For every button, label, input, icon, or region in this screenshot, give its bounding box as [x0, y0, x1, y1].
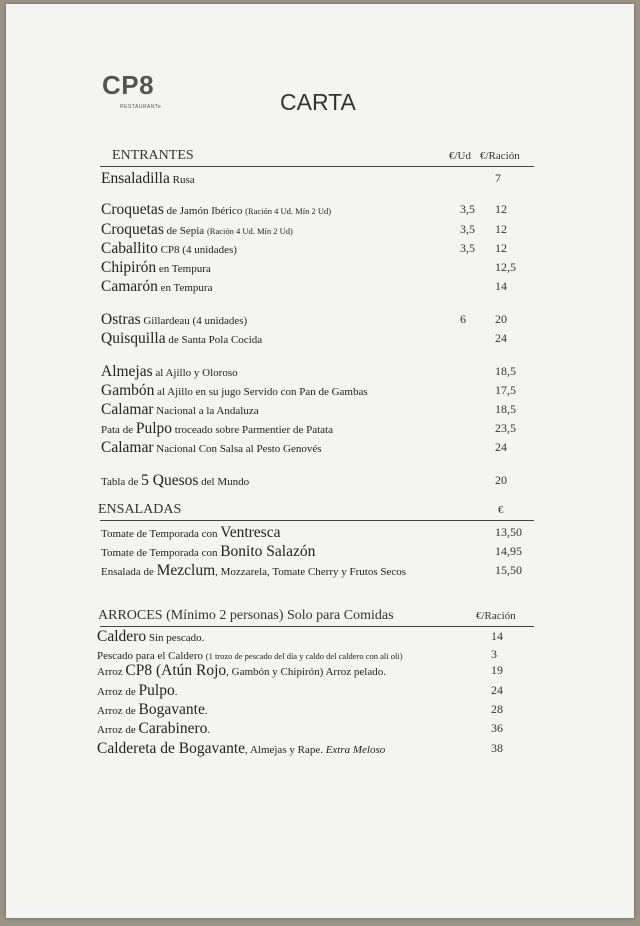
item-text: Gambón: [101, 382, 155, 399]
item-description: [101, 401, 259, 419]
item-description: [101, 221, 293, 239]
item-text: al Ajillo y Oloroso: [152, 367, 238, 379]
menu-item: [101, 259, 521, 277]
menu-item: [101, 330, 521, 348]
item-description: [101, 363, 238, 381]
item-text: Tabla de: [101, 476, 142, 488]
item-text: de Jamón Ibérico: [163, 205, 246, 217]
item-price: 12: [495, 202, 507, 216]
item-text: Mezclum: [156, 562, 216, 579]
item-text: , Gambón y Chipirón) Arroz pelado.: [226, 666, 386, 678]
item-unit-price: 3,5: [460, 222, 475, 236]
item-description: [97, 701, 208, 719]
item-text: Tomate de Temporada con: [101, 547, 221, 559]
item-description: [101, 170, 195, 188]
page-title: CARTA: [280, 89, 356, 115]
item-price: 14: [491, 629, 503, 643]
item-text: Ensaladilla: [101, 170, 170, 187]
item-text: en Tempura: [157, 282, 213, 294]
item-description: [101, 201, 331, 219]
item-text: .: [207, 724, 211, 736]
item-text: troceado sobre Parmentier de Patata: [172, 424, 333, 436]
column-header-portion: €/Ración: [476, 610, 516, 622]
item-price: 13,50: [495, 525, 522, 539]
menu-item: [97, 701, 517, 719]
item-text: Rusa: [169, 174, 195, 186]
item-text: Nacional Con Salsa al Pesto Genovés: [153, 443, 322, 455]
item-unit-price: 3,5: [460, 241, 475, 255]
item-text: (1 trozo de pescado del día y caldo del caldero con ali oli): [205, 651, 403, 661]
item-price: 24: [495, 331, 507, 345]
item-text: Calamar: [101, 439, 154, 456]
item-text: Arroz de: [97, 724, 139, 736]
section-title: ENSALADAS: [98, 502, 182, 517]
menu-item: [97, 740, 517, 758]
item-text: Gillardeau (4 unidades): [140, 315, 248, 327]
menu-item: [101, 221, 521, 239]
section-title: ENTRANTES: [112, 148, 194, 163]
item-text: .: [174, 686, 178, 698]
item-text: Pescado para el Caldero: [97, 650, 206, 662]
column-header-price: €: [498, 504, 504, 516]
item-price: 24: [495, 440, 507, 454]
item-text: Croquetas: [101, 201, 164, 218]
item-description: [101, 439, 322, 457]
item-description: [101, 311, 247, 329]
item-text: Chipirón: [101, 259, 157, 276]
item-text: Sin pescado.: [146, 632, 205, 644]
item-text: 5 Quesos: [141, 472, 199, 489]
item-price: 28: [491, 702, 503, 716]
item-description: [97, 682, 177, 700]
item-text: Tomate de Temporada con: [101, 528, 221, 540]
item-price: 20: [495, 473, 507, 487]
menu-item: [101, 439, 521, 457]
item-description: [97, 720, 210, 738]
item-price: 17,5: [495, 383, 516, 397]
item-price: 20: [495, 312, 507, 326]
item-description: [97, 628, 204, 646]
item-price: 23,5: [495, 421, 516, 435]
item-text: Quisquilla: [101, 330, 166, 347]
item-text: Ostras: [101, 311, 141, 328]
menu-item: [97, 682, 517, 700]
menu-item: [101, 382, 521, 400]
item-unit-price: 6: [460, 312, 466, 326]
restaurant-logo: CP8: [102, 70, 155, 100]
item-price: 14: [495, 279, 507, 293]
item-price: 3: [491, 647, 497, 661]
item-price: 36: [491, 721, 503, 735]
item-price: 18,5: [495, 364, 516, 378]
item-text: Carabinero: [138, 720, 208, 737]
item-text: Camarón: [101, 278, 158, 295]
menu-page: [6, 4, 634, 918]
column-header-unit: €/Ud: [449, 150, 471, 162]
menu-item: [101, 524, 521, 542]
menu-item: [101, 472, 521, 490]
item-text: de Santa Pola Cocida: [165, 334, 263, 346]
item-text: Calamar: [101, 401, 154, 418]
item-price: 12: [495, 241, 507, 255]
menu-item: [101, 562, 521, 580]
menu-item: [97, 720, 517, 738]
item-text: Bogavante: [138, 701, 205, 718]
item-description: [101, 524, 280, 542]
item-description: [101, 278, 212, 296]
item-text: Caldero: [97, 628, 147, 645]
item-text: CP8 (Atún Rojo: [125, 662, 227, 679]
item-price: 18,5: [495, 402, 516, 416]
item-price: 12: [495, 222, 507, 236]
item-price: 7: [495, 171, 501, 185]
item-text: Pulpo: [135, 420, 173, 437]
item-description: [101, 330, 262, 348]
item-text: Pata de: [101, 424, 136, 436]
item-description: [101, 562, 406, 580]
column-header-portion: €/Ración: [480, 150, 520, 162]
item-unit-price: 3,5: [460, 202, 475, 216]
item-text: .: [204, 705, 208, 717]
item-price: 12,5: [495, 260, 516, 274]
menu-item: [101, 278, 521, 296]
item-text: , Mozzarela, Tomate Cherry y Frutos Secos: [215, 566, 407, 578]
item-text: en Tempura: [156, 263, 211, 275]
section-header-ensaladas: [100, 502, 534, 521]
item-text: (Ración 4 Ud. Mín 2 Ud): [245, 206, 332, 216]
item-description: [101, 543, 315, 561]
section-header-entrantes: [100, 148, 534, 167]
item-description: [101, 420, 333, 438]
menu-item: [101, 170, 521, 188]
menu-item: [101, 401, 521, 419]
item-text: Arroz de: [97, 705, 139, 717]
item-text: Ensalada de: [101, 566, 157, 578]
item-description: [101, 259, 211, 277]
menu-item: [101, 240, 521, 258]
item-text: Arroz: [97, 666, 126, 678]
item-text: Ventresca: [220, 524, 281, 541]
logo-subtitle: RESTAURANTe: [120, 104, 162, 110]
item-text: Croquetas: [101, 221, 164, 238]
item-text: de Sepia: [163, 225, 207, 237]
item-text: Caballito: [101, 240, 158, 257]
item-description: [97, 662, 386, 680]
item-text: al Ajillo en su jugo Servido con Pan de Gambas: [154, 386, 368, 398]
item-description: [101, 382, 368, 400]
menu-item: [101, 363, 521, 381]
item-description: [101, 472, 249, 490]
menu-item: [97, 628, 517, 646]
item-text: del Mundo: [198, 476, 250, 488]
item-text: Arroz de: [97, 686, 139, 698]
item-price: 19: [491, 663, 503, 677]
item-text: Almejas: [101, 363, 153, 380]
item-price: 14,95: [495, 544, 522, 558]
item-text: Nacional a la Andaluza: [153, 405, 259, 417]
section-title: ARROCES (Mínimo 2 personas) Solo para Comidas: [98, 608, 394, 623]
item-price: 38: [491, 741, 503, 755]
item-price: 24: [491, 683, 503, 697]
menu-item: [101, 543, 521, 561]
menu-item: [101, 201, 521, 219]
item-description: [101, 240, 237, 258]
item-text: Pulpo: [138, 682, 175, 699]
item-text: CP8 (4 unidades): [157, 244, 237, 256]
item-text: Bonito Salazón: [220, 543, 316, 560]
item-price: 15,50: [495, 563, 522, 577]
menu-item: [101, 311, 521, 329]
item-text: Extra Meloso: [325, 744, 386, 756]
item-description: [97, 740, 385, 758]
item-text: (Ración 4 Ud. Mín 2 Ud): [206, 226, 293, 236]
item-text: , Almejas y Rape.: [245, 744, 326, 756]
section-header-arroces: [100, 608, 534, 627]
menu-item: [97, 662, 517, 680]
menu-item: [101, 420, 521, 438]
item-text: Caldereta de Bogavante: [97, 740, 246, 757]
